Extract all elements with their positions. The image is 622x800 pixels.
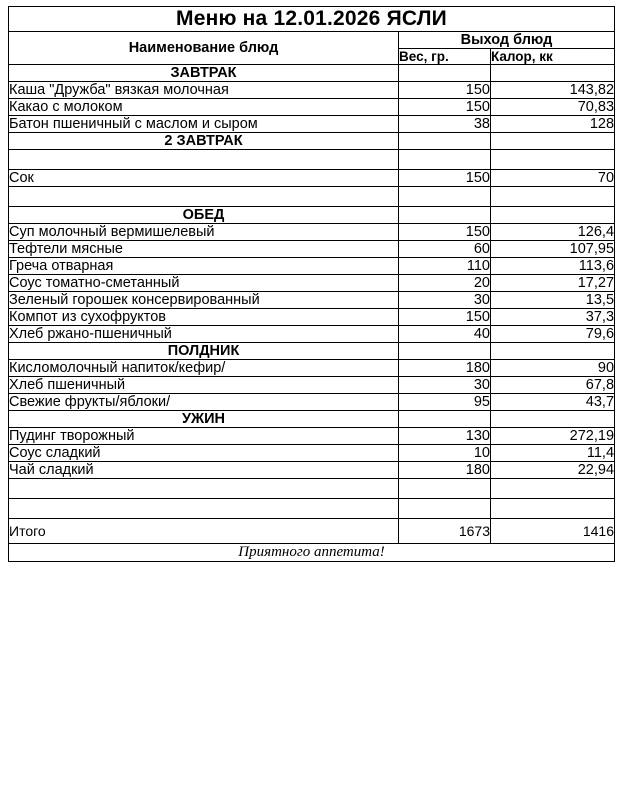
blank-cell (9, 187, 399, 207)
blank-cell (491, 150, 615, 170)
menu-table-body (9, 7, 615, 562)
blank-cell (399, 150, 491, 170)
section-calories (491, 343, 615, 360)
dish-weight: 95 (399, 394, 491, 411)
section-title: ПОЛДНИК (9, 343, 399, 360)
dish-calories: 43,7 (491, 394, 615, 411)
dish-name: Тефтели мясные (9, 241, 399, 258)
dish-weight: 130 (399, 428, 491, 445)
blank-cell (399, 499, 491, 519)
dish-weight: 40 (399, 326, 491, 343)
blank-cell (399, 479, 491, 499)
dish-weight: 30 (399, 292, 491, 309)
dish-name: Кисломолочный напиток/кефир/ (9, 360, 399, 377)
dish-weight: 60 (399, 241, 491, 258)
section-title: УЖИН (9, 411, 399, 428)
dish-name: Какао с молоком (9, 99, 399, 116)
dish-weight: 20 (399, 275, 491, 292)
section-row (9, 343, 615, 360)
total-weight: 1673 (399, 519, 491, 544)
table-row (9, 309, 615, 326)
dish-weight: 150 (399, 99, 491, 116)
column-header-name: Наименование блюд (9, 32, 399, 65)
section-weight (399, 65, 491, 82)
dish-weight: 180 (399, 360, 491, 377)
dish-weight: 150 (399, 82, 491, 99)
title-row (9, 7, 615, 32)
table-row (9, 360, 615, 377)
blank-row (9, 150, 615, 170)
table-row (9, 428, 615, 445)
dish-calories: 13,5 (491, 292, 615, 309)
table-row (9, 241, 615, 258)
blank-cell (491, 187, 615, 207)
table-row (9, 445, 615, 462)
dish-calories: 107,95 (491, 241, 615, 258)
blank-cell (9, 150, 399, 170)
dish-weight: 150 (399, 170, 491, 187)
table-row (9, 326, 615, 343)
table-row (9, 377, 615, 394)
table-row (9, 258, 615, 275)
dish-name: Пудинг творожный (9, 428, 399, 445)
dish-weight: 30 (399, 377, 491, 394)
section-row (9, 133, 615, 150)
dish-name: Греча отварная (9, 258, 399, 275)
column-header-calories: Калор, кк (491, 49, 615, 65)
blank-cell (9, 499, 399, 519)
table-row (9, 99, 615, 116)
section-title: 2 ЗАВТРАК (9, 133, 399, 150)
total-label: Итого (9, 519, 399, 544)
dish-weight: 180 (399, 462, 491, 479)
dish-weight: 38 (399, 116, 491, 133)
total-row (9, 519, 615, 544)
dish-weight: 110 (399, 258, 491, 275)
dish-calories: 90 (491, 360, 615, 377)
dish-name: Соус сладкий (9, 445, 399, 462)
section-weight (399, 133, 491, 150)
dish-calories: 126,4 (491, 224, 615, 241)
table-row (9, 462, 615, 479)
section-weight (399, 343, 491, 360)
dish-weight: 150 (399, 224, 491, 241)
section-row (9, 65, 615, 82)
dish-name: Батон пшеничный с маслом и сыром (9, 116, 399, 133)
header-row-top (9, 32, 615, 49)
blank-row (9, 479, 615, 499)
blank-cell (491, 479, 615, 499)
blank-cell (491, 499, 615, 519)
table-row (9, 116, 615, 133)
dish-name: Каша "Дружба" вязкая молочная (9, 82, 399, 99)
blank-row (9, 499, 615, 519)
dish-name: Хлеб пшеничный (9, 377, 399, 394)
dish-calories: 67,8 (491, 377, 615, 394)
dish-calories: 17,27 (491, 275, 615, 292)
section-weight (399, 207, 491, 224)
dish-calories: 79,6 (491, 326, 615, 343)
section-calories (491, 65, 615, 82)
section-title: ЗАВТРАК (9, 65, 399, 82)
dish-calories: 22,94 (491, 462, 615, 479)
menu-table (8, 6, 615, 562)
dish-name: Суп молочный вермишелевый (9, 224, 399, 241)
section-weight (399, 411, 491, 428)
section-calories (491, 411, 615, 428)
blank-row (9, 187, 615, 207)
section-calories (491, 133, 615, 150)
table-row (9, 224, 615, 241)
dish-weight: 10 (399, 445, 491, 462)
dish-calories: 128 (491, 116, 615, 133)
column-header-output: Выход блюд (399, 32, 615, 49)
section-row (9, 411, 615, 428)
table-row (9, 275, 615, 292)
total-calories: 1416 (491, 519, 615, 544)
dish-calories: 70 (491, 170, 615, 187)
dish-calories: 272,19 (491, 428, 615, 445)
dish-name: Свежие фрукты/яблоки/ (9, 394, 399, 411)
dish-name: Чай сладкий (9, 462, 399, 479)
dish-calories: 113,6 (491, 258, 615, 275)
table-row (9, 394, 615, 411)
section-row (9, 207, 615, 224)
dish-calories: 37,3 (491, 309, 615, 326)
dish-name: Сок (9, 170, 399, 187)
dish-name: Зеленый горошек консервированный (9, 292, 399, 309)
footer-row (9, 544, 615, 562)
blank-cell (9, 479, 399, 499)
dish-name: Хлеб ржано-пшеничный (9, 326, 399, 343)
table-row (9, 292, 615, 309)
table-row (9, 170, 615, 187)
table-row (9, 82, 615, 99)
column-header-weight: Вес, гр. (399, 49, 491, 65)
dish-name: Соус томатно-сметанный (9, 275, 399, 292)
section-calories (491, 207, 615, 224)
section-title: ОБЕД (9, 207, 399, 224)
dish-calories: 11,4 (491, 445, 615, 462)
blank-cell (399, 187, 491, 207)
dish-weight: 150 (399, 309, 491, 326)
bon-appetit-note: Приятного аппетита! (9, 544, 615, 562)
dish-calories: 70,83 (491, 99, 615, 116)
dish-calories: 143,82 (491, 82, 615, 99)
dish-name: Компот из сухофруктов (9, 309, 399, 326)
page-title: Меню на 12.01.2026 ЯСЛИ (9, 7, 615, 32)
